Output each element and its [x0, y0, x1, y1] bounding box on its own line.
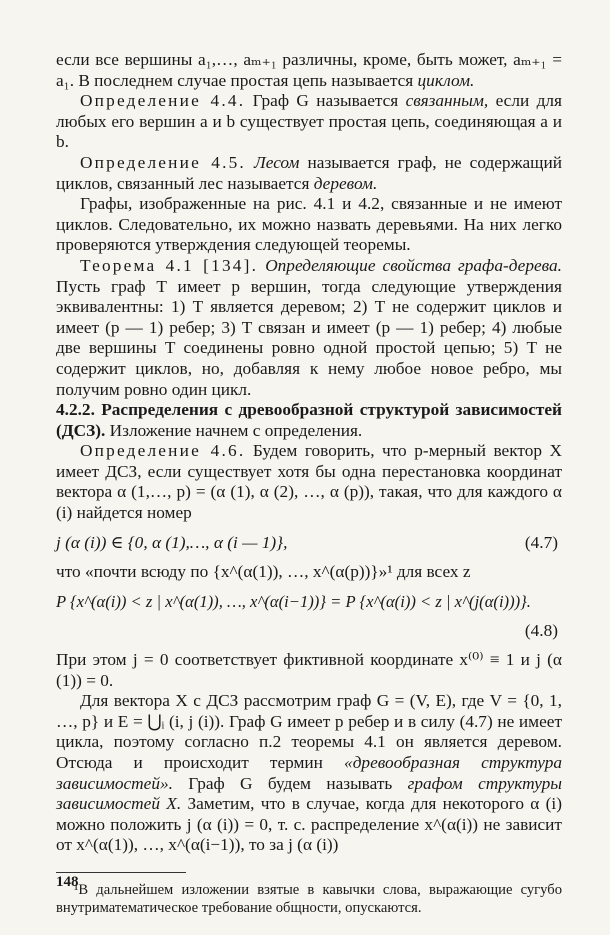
paragraph-graph-text-b: Граф G будем называть [188, 773, 393, 793]
term-dependency-graph: графом структуры зависимостей X. [56, 773, 562, 814]
section-intro-text: Изложение начнем с определения. [109, 420, 363, 440]
definition-4-4 [56, 91, 562, 153]
formula-4-8 [56, 592, 562, 613]
paragraph-almost-everywhere: что «почти всюду по {x^(α(1)), …, x^(α(p))}»¹ для всех z [56, 562, 471, 582]
formula-4-8-number: (4.8) [524, 621, 558, 641]
theorem-4-1-title: Определяющие свойства графа-дерева. [265, 255, 562, 275]
theorem-4-1-label: Теорема 4.1 [134]. [80, 255, 259, 275]
paragraph-cycle [56, 50, 562, 91]
term-tree-structure: «древообразная структура зависимостей». [56, 753, 562, 793]
definition-4-6-text: Будем говорить, что p-мерный вектор X имеет ДСЗ, если существует хотя бы одна перестановка координат вектора α (1,…, p) = (α (1), α (2), …, α (p)), такая, что для каждого α (i) найдется номер [56, 441, 562, 523]
formula-4-8-body: P {x^(α(i)) < z | x^(α(1)), …, x^(α(i−1))} = P {x^(α(i)) < z | x^(j(α(i)))}. [56, 591, 531, 611]
term-tree: деревом. [313, 173, 378, 193]
definition-4-5-text: называется граф, не содержащий циклов, связанный лес называется [56, 152, 562, 193]
definition-4-5 [56, 153, 562, 194]
term-cycle: циклом. [417, 70, 475, 90]
formula-4-7 [56, 533, 562, 554]
definition-4-5-label: Определение 4.5. [80, 152, 246, 172]
main-text [56, 50, 562, 917]
definition-4-6 [56, 441, 562, 523]
definition-4-4-label: Определение 4.4. [80, 91, 246, 111]
paragraph-cycle-text: если все вершины a₁,…, aₘ₊₁ различны, кроме, быть может, aₘ₊₁ = a₁. В последнем случае простая цепь называется [56, 50, 562, 90]
section-4-2-2 [56, 400, 562, 441]
definition-4-6-label: Определение 4.6. [80, 441, 246, 461]
term-connected: связанным, [405, 91, 489, 111]
paragraph-graph-text: Для вектора X с ДСЗ рассмотрим граф G = (V, E), где V = {0, 1, …, p} и E = ⋃ᵢ (i, j (i)). Граф G имеет p ребер и в силу (4.7) не имеет цикла, поэтому согласно п.2 теоремы 4.1 он является деревом. Отсюда и происходит термин [56, 691, 562, 772]
section-heading: 4.2.2. Распределения с древообразной структурой зависимостей (ДСЗ). [56, 400, 562, 440]
paragraph-graph-text-c: Заметим, что в случае, когда для некоторого α (i) можно положить j (α (i)) = 0, т. с. распределение x^(α(i)) не зависит от x^(α(1)), …, x^(α(i−1)), то за j (α (i)) [56, 794, 562, 855]
formula-4-7-body: j (α (i)) ∈ {0, α (1),…, α (i — 1)}, [56, 532, 288, 552]
footnote: ¹В дальнейшем изложении взятые в кавычки слова, выражающие сугубо внутриматематическое требование общности, опускаются. [56, 881, 562, 916]
term-forest: Лесом [254, 152, 300, 172]
paragraph-figures: Графы, изображенные на рис. 4.1 и 4.2, связанные и не имеют циклов. Следовательно, их можно назвать деревьями. На них легко проверяются утверждения следующей теоремы. [56, 194, 562, 255]
definition-4-4-text-b: если для любых его вершин a и b существует простая цепь, соединяющая a и b. [56, 91, 562, 152]
paragraph-fictitious: При этом j = 0 соответствует фиктивной координате x⁽⁰⁾ ≡ 1 и j (α (1)) = 0. [56, 650, 562, 690]
theorem-4-1-text: Пусть граф T имеет p вершин, тогда следующие утверждения эквивалентны: 1) T является деревом; 2) T не содержит циклов и имеет (p — 1) ребер; 3) T связан и имеет (p — 1) ребер; 4) любые две вершины T соединены ровно одной простой цепью; 5) T не содержит циклов, но, добавляя к нему любое новое ребро, мы получим ровно один цикл. [56, 276, 562, 399]
definition-4-4-text-a: Граф G называется [252, 91, 399, 111]
formula-4-7-number: (4.7) [524, 532, 558, 552]
theorem-4-1 [56, 256, 562, 400]
paragraph-graph [56, 691, 562, 856]
page-number: 148 [56, 874, 79, 890]
footnote-rule [56, 872, 186, 873]
